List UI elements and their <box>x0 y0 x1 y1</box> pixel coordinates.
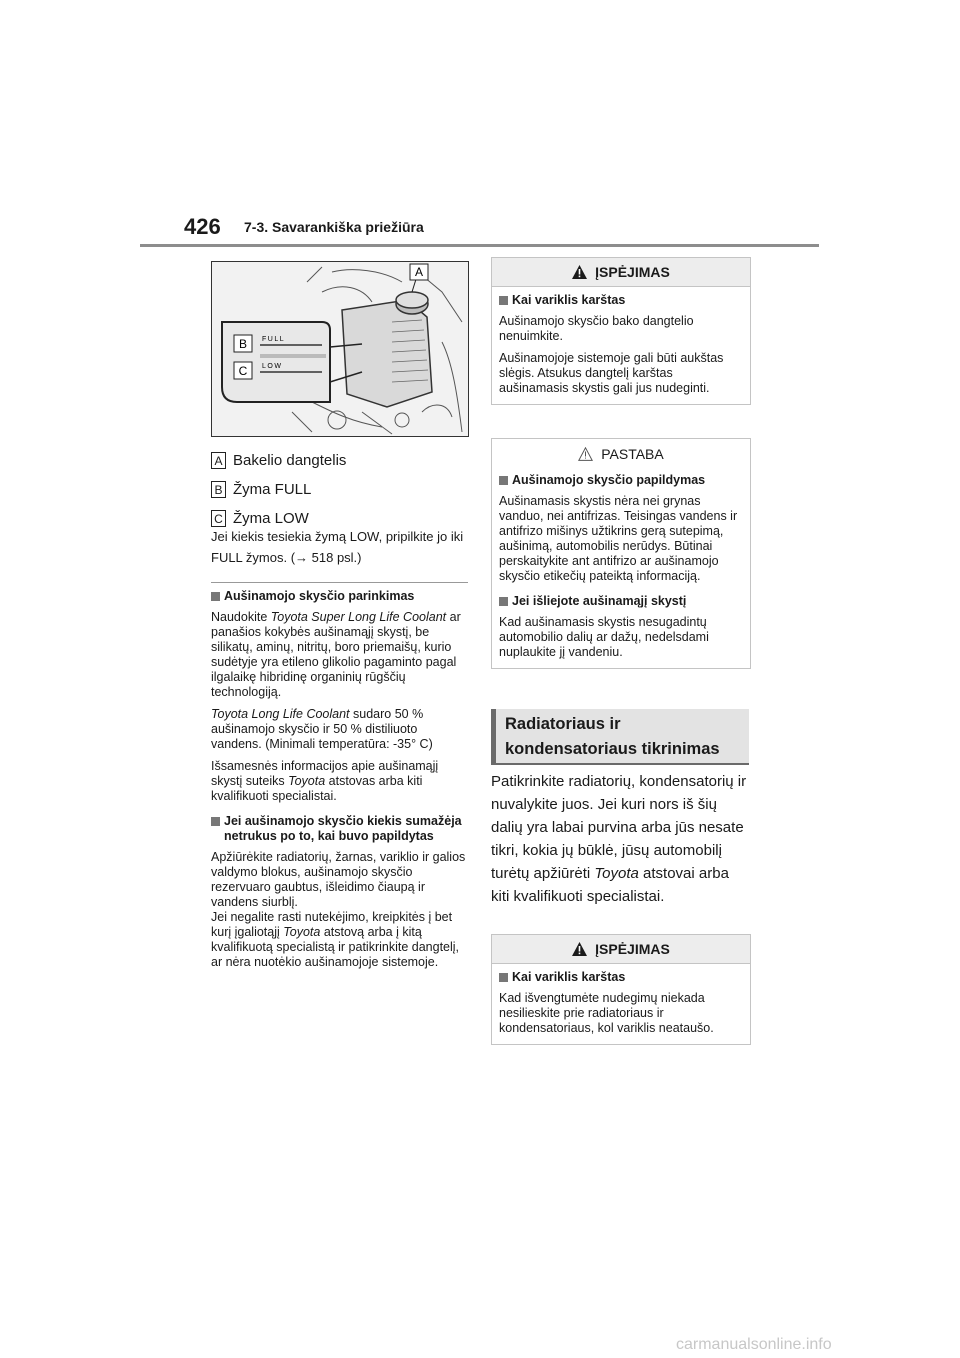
section-title: 7-3. Savarankiška priežiūra <box>244 219 424 235</box>
square-bullet-icon <box>211 817 220 826</box>
subheading: Jei išliejote aušinamąjį skystį <box>499 594 743 609</box>
paragraph: Aušinamojoje sistemoje gali būti aukštas slėgis. Atsukus dangtelį karštas aušinamasis skystis gali jus nudeginti. <box>499 351 724 395</box>
warning-header: ĮSPĖJIMAS <box>492 935 750 964</box>
page-number: 426 <box>184 214 221 239</box>
watermark: carmanualsonline.info <box>676 1336 832 1353</box>
header-rule <box>140 244 819 247</box>
radiator-body: Patikrinkite radiatorių, kondensatorių ir nuvalykite juos. Jei kuri nors iš šių dalių yra labai purvina arba jūs nesate tikri, kokia jų būklė, jūsų automobilį turėtų apžiūrėti Toyota atstovai arba kiti kvalifikuoti specialistai. <box>491 773 747 905</box>
divider <box>211 582 468 583</box>
legend-letter: A <box>211 452 226 469</box>
radiator-heading: Radiatoriaus ir kondensatoriaus tikrinimas <box>491 709 749 763</box>
mark-full-text: FULL <box>262 336 286 343</box>
warning-triangle-icon <box>572 942 587 956</box>
subheading: Kai variklis karštas <box>499 293 743 308</box>
heading-rule <box>491 763 749 765</box>
paragraph: Kad aušinamasis skystis nesugadintų automobilio dalių ar dažų, nedelsdami nuplaukite jį vandeniu. <box>499 615 709 659</box>
legend-text: Bakelio dangtelis <box>233 452 347 469</box>
callout-a: A <box>414 265 424 279</box>
subheading: Jei aušinamojo skysčio kiekis sumažėja netrukus po to, kai buvo papildytas <box>211 814 469 844</box>
subheading: Aušinamojo skysčio papildymas <box>499 473 743 488</box>
legend-text: Žyma LOW <box>233 510 309 527</box>
mark-low-text: LOW <box>262 363 283 370</box>
paragraph: Išsamesnės informacijos apie aušinamąjį skystį suteiks Toyota atstovas arba kiti kvalifikuoti specialistai. <box>211 759 439 803</box>
square-bullet-icon <box>499 296 508 305</box>
paragraph: Jei negalite rasti nutekėjimo, kreipkitės į bet kurį įgaliotąjį Toyota atstovą arba į kitą kvalifikuotą specialistą ir patikrinkite dangtelį, ar nėra nuotėkio aušinamojoje sistemoje. <box>211 910 460 969</box>
legend-letter: C <box>211 510 226 527</box>
legend-text: Žyma FULL <box>233 481 312 498</box>
notice-triangle-icon <box>578 447 593 461</box>
paragraph: Aušinamasis skystis nėra nei grynas vanduo, nei antifrizas. Teisingas vandens ir antifrizo mišinys užtikrins gerą sutepimą, aušinimą, automobilis nerūdys. Būtinai perskaitykite ant antifrizo ar aušinamojo skysčio etikečių pateiktą informaciją. <box>499 494 738 583</box>
legend-letter: B <box>211 481 226 498</box>
square-bullet-icon <box>499 597 508 606</box>
notice-box <box>491 438 751 669</box>
paragraph: Apžiūrėkite radiatorių, žarnas, variklio ir galios valdymo blokus, aušinamojo skysčio rezervuaro gaubtus, išleidimo čiaupą ir vandens siurblį. <box>211 850 466 909</box>
square-bullet-icon <box>211 592 220 601</box>
left-column-body <box>211 589 469 977</box>
square-bullet-icon <box>499 973 508 982</box>
level-note: Jei kiekis tesiekia žymą LOW, pripilkite jo iki FULL žymos. (→ 518 psl.) <box>211 529 464 565</box>
subheading: Aušinamojo skysčio parinkimas <box>211 589 469 604</box>
figure-legend <box>211 446 471 533</box>
coolant-reservoir-illustration <box>212 262 468 436</box>
warning-triangle-icon <box>572 265 587 279</box>
coolant-reservoir-figure <box>211 261 469 437</box>
legend-item-a <box>211 446 471 475</box>
warning-header: ĮSPĖJIMAS <box>492 258 750 287</box>
paragraph: Aušinamojo skysčio bako dangtelio nenuimkite. <box>499 314 694 343</box>
square-bullet-icon <box>499 476 508 485</box>
legend-item-b <box>211 475 471 504</box>
paragraph: Kad išvengtumėte nudegimų niekada nesilieskite prie radiatoriaus ir kondensatoriaus, kol variklis neataušo. <box>499 991 714 1035</box>
callout-c: C <box>238 364 248 378</box>
warning-box <box>491 257 751 405</box>
subheading: Kai variklis karštas <box>499 970 743 985</box>
paragraph: Naudokite Toyota Super Long Life Coolant ar panašios kokybės aušinamąjį skystį, be silikatų, aminų, nitritų, boro priemaišų, kurio sudėtyje yra etileno glikolio pagaminto pagal ilgalaikę hibridinę organinių rūgščių technologiją. <box>211 610 461 699</box>
warning-box-2 <box>491 934 751 1045</box>
callout-b: B <box>238 337 248 351</box>
paragraph: Toyota Long Life Coolant sudaro 50 % aušinamojo skysčio ir 50 % distiliuoto vandens. (Minimali temperatūra: -35° C) <box>211 707 433 751</box>
notice-header: PASTABA <box>492 439 750 469</box>
